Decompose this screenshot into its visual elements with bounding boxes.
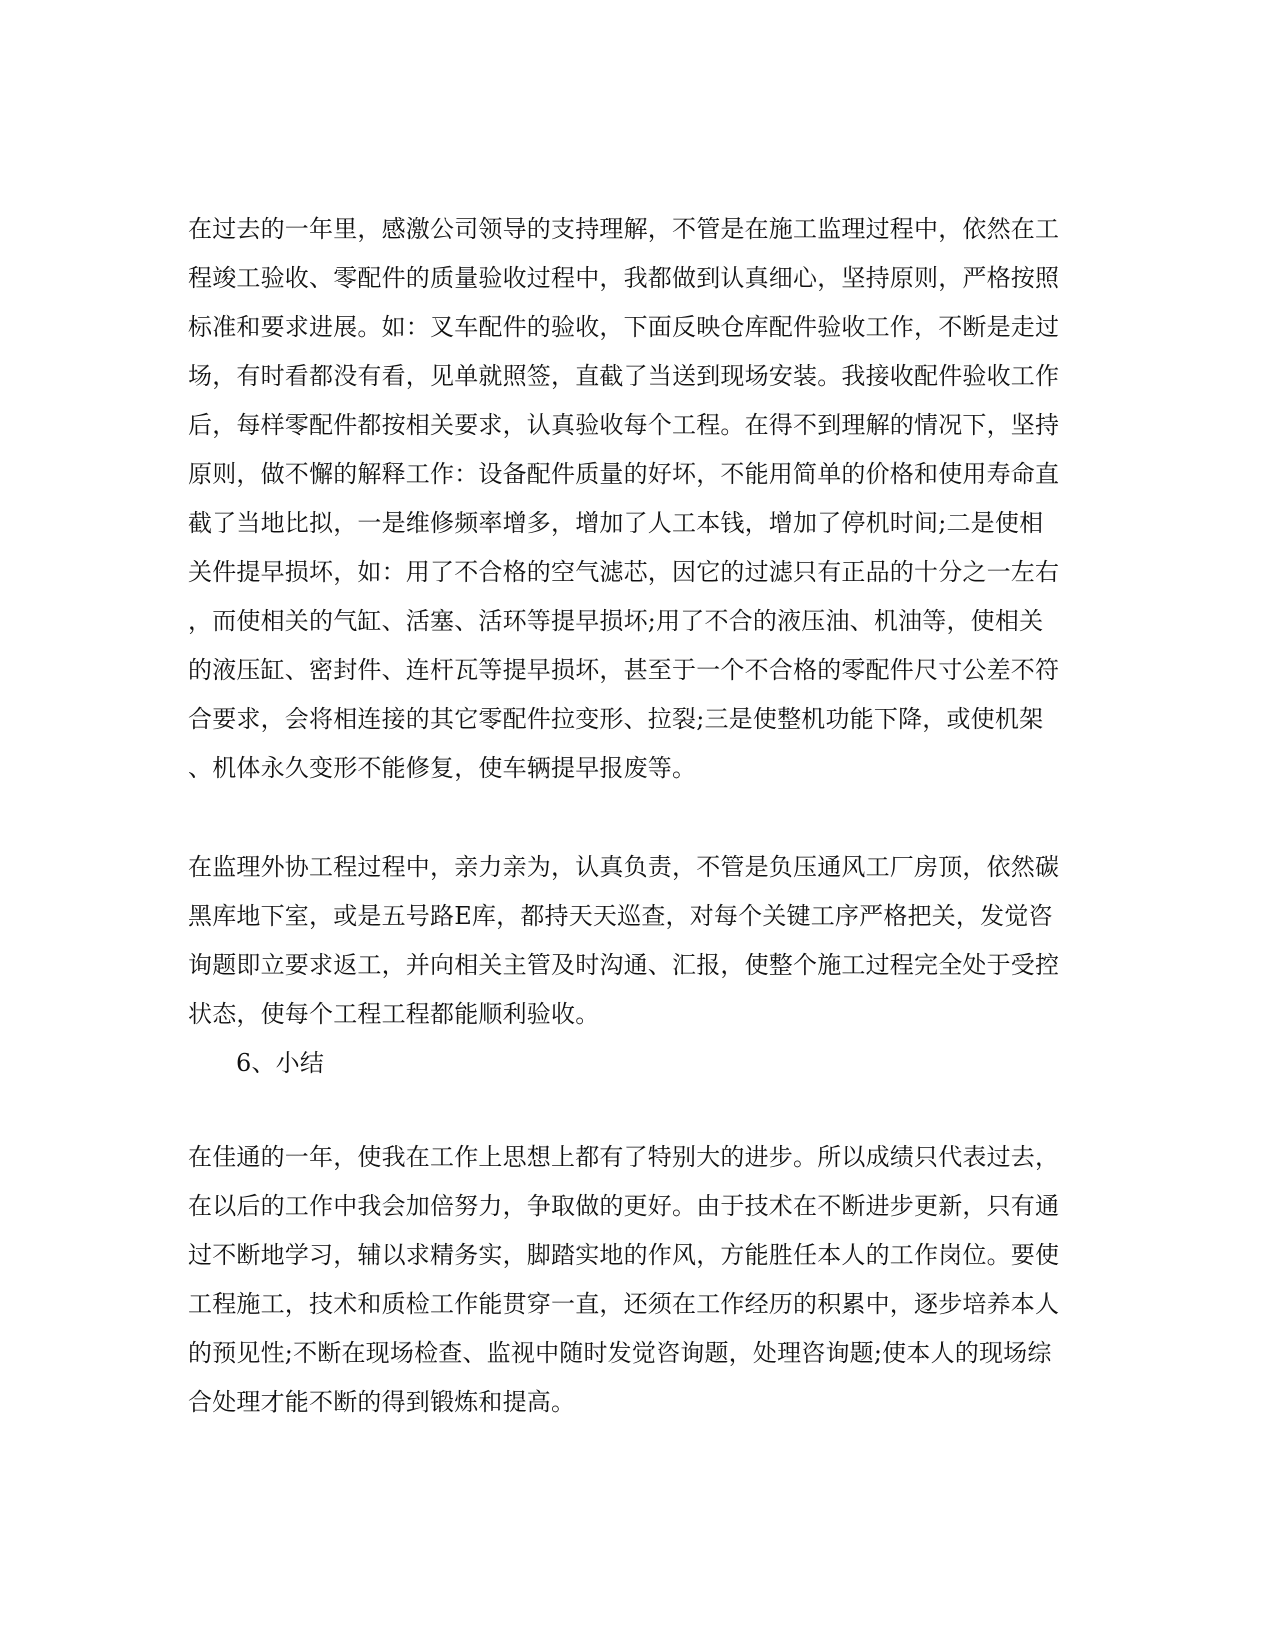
paragraph-line: 原则，做不懈的解释工作：设备配件质量的好坏，不能用简单的价格和使用寿命直 [188, 460, 1060, 488]
paragraph-line: 场，有时看都没有看，见单就照签，直截了当送到现场安装。我接收配件验收工作 [188, 362, 1060, 390]
paragraph-line: ，而使相关的气缸、活塞、活环等提早损坏;用了不合的液压油、机油等，使相关 [188, 607, 1044, 635]
paragraph-line: 黑库地下室，或是五号路E库，都持天天巡查，对每个关键工序严格把关，发觉咨 [188, 902, 1053, 930]
paragraph-2 [188, 843, 1088, 1039]
paragraph-spacer [188, 793, 1088, 843]
paragraph-line: 程竣工验收、零配件的质量验收过程中，我都做到认真细心，坚持原则，严格按照 [188, 264, 1060, 292]
document-body [188, 205, 1088, 1427]
paragraph-line: 关件提早损坏，如：用了不合格的空气滤芯，因它的过滤只有正品的十分之一左右 [188, 558, 1060, 586]
paragraph-line: 合处理才能不断的得到锻炼和提高。 [188, 1388, 576, 1416]
paragraph-line: 标准和要求进展。如：叉车配件的验收，下面反映仓库配件验收工作，不断是走过 [188, 313, 1060, 341]
section-heading: 6、小结 [236, 1049, 325, 1077]
paragraph-3 [188, 1133, 1088, 1427]
paragraph-line: 后，每样零配件都按相关要求，认真验收每个工程。在得不到理解的情况下，坚持 [188, 411, 1060, 439]
paragraph-spacer [188, 1088, 1088, 1133]
paragraph-line: 、机体永久变形不能修复，使车辆提早报废等。 [188, 754, 697, 782]
paragraph-line: 过不断地学习，辅以求精务实，脚踏实地的作风，方能胜任本人的工作岗位。要使 [188, 1241, 1060, 1269]
paragraph-line: 的液压缸、密封件、连杆瓦等提早损坏，甚至于一个不合格的零配件尺寸公差不符 [188, 656, 1060, 684]
paragraph-line: 在监理外协工程过程中，亲力亲为，认真负责，不管是负压通风工厂房顶，依然碳 [188, 853, 1060, 881]
paragraph-line: 截了当地比拟，一是维修频率增多，增加了人工本钱，增加了停机时间;二是使相 [188, 509, 1044, 537]
paragraph-line: 状态，使每个工程工程都能顺利验收。 [188, 1000, 600, 1028]
paragraph-line: 询题即立要求返工，并向相关主管及时沟通、汇报，使整个施工过程完全处于受控 [188, 951, 1060, 979]
paragraph-line: 合要求，会将相连接的其它零配件拉变形、拉裂;三是使整机功能下降，或使机架 [188, 705, 1044, 733]
paragraph-line: 工程施工，技术和质检工作能贯穿一直，还须在工作经历的积累中，逐步培养本人 [188, 1290, 1060, 1318]
paragraph-line: 在佳通的一年，使我在工作上思想上都有了特别大的进步。所以成绩只代表过去， [188, 1143, 1060, 1171]
paragraph-line: 的预见性;不断在现场检查、监视中随时发觉咨询题，处理咨询题;使本人的现场综 [188, 1339, 1052, 1367]
paragraph-1 [188, 205, 1088, 793]
paragraph-line: 在过去的一年里，感激公司领导的支持理解，不管是在施工监理过程中，依然在工 [188, 215, 1060, 243]
paragraph-line: 在以后的工作中我会加倍努力，争取做的更好。由于技术在不断进步更新，只有通 [188, 1192, 1060, 1220]
